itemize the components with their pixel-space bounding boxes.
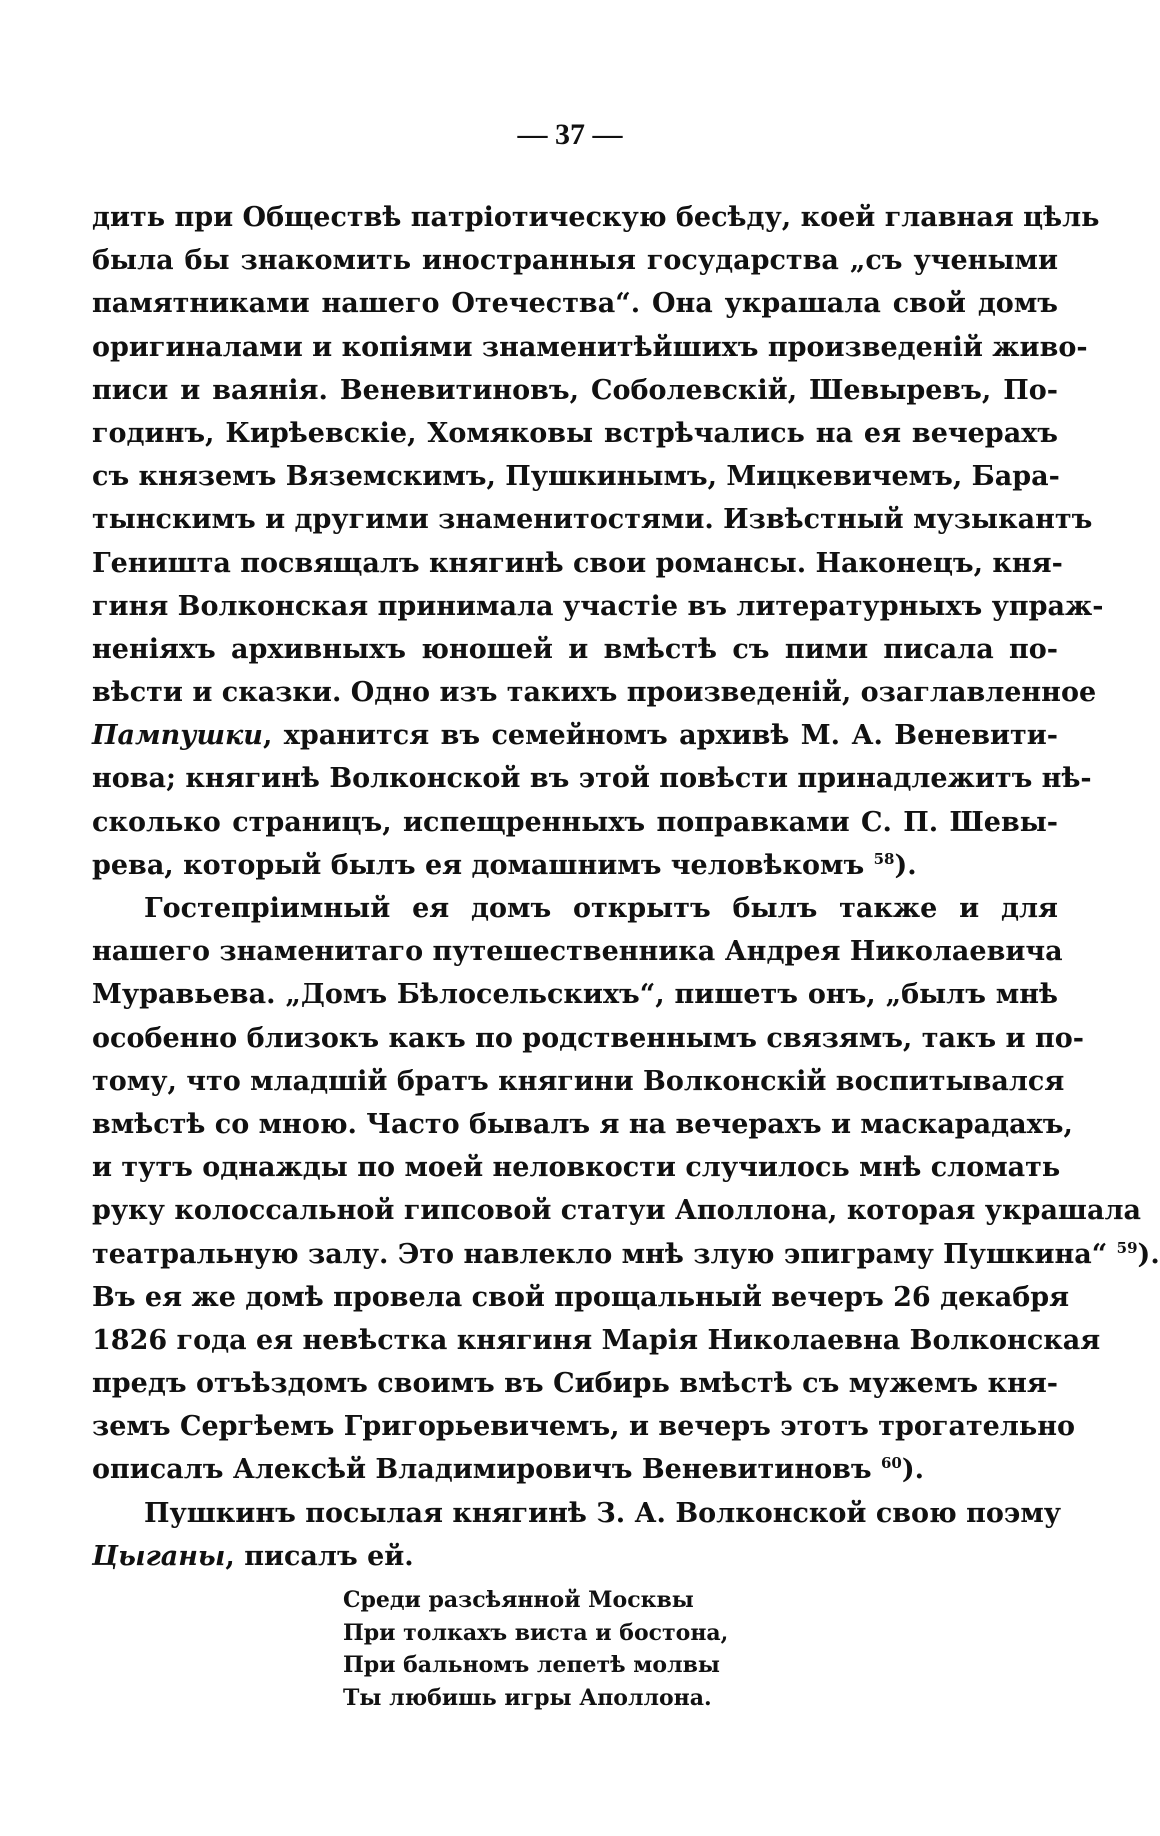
text-line: [92, 1362, 1058, 1405]
text-line: [92, 1146, 1061, 1189]
footnote-ref: 60: [880, 1454, 902, 1473]
footnote-ref: 59: [1116, 1238, 1138, 1257]
text-line: [92, 973, 1058, 1016]
text-line: [92, 196, 1100, 239]
page-number: — 37 —: [517, 118, 623, 151]
line-text: описалъ Алексѣй Владимировичъ Веневитиновъ: [92, 1454, 881, 1486]
line-text: 1826 года ея невѣстка княгиня Марія Николаевна Волконская: [92, 1324, 1101, 1356]
text-line: [92, 1276, 1070, 1319]
line-text: съ княземъ Вяземскимъ, Пушкинымъ, Мицкевичемъ, Бара-: [92, 461, 1060, 493]
line-text: писи и ваянія. Веневитиновъ, Соболевскій, Шевыревъ, По-: [92, 374, 1058, 406]
text-line: [92, 585, 1104, 628]
text-line: [92, 455, 1058, 498]
verse-quotation: [343, 1584, 883, 1714]
line-text: Муравьева. „Домъ Бѣлосельскихъ“, пишетъ онъ, „былъ мнѣ: [92, 979, 1058, 1011]
verse-line: При толкахъ виста и бостона,: [343, 1619, 729, 1646]
line-text: нова; княгинѣ Волконской въ этой повѣсти принадлежитъ нѣ-: [92, 763, 1092, 795]
text-line: [92, 930, 1063, 973]
verse-line: Ты любишь игры Аполлона.: [343, 1684, 712, 1711]
text-line: [92, 1103, 1073, 1146]
line-text: Пушкинъ посылая княгинѣ З. А. Волконской свою поэму: [144, 1497, 1062, 1529]
line-text: тынскимъ и другими знаменитостями. Извѣстный музыкантъ: [92, 504, 1093, 536]
line-text: особенно близокъ какъ по родственнымъ связямъ, такъ и по-: [92, 1022, 1084, 1054]
body-text: [92, 196, 1160, 1578]
text-line: [92, 369, 1058, 412]
text-line: [92, 1233, 1160, 1276]
line-text: вѣсти и сказки. Одно изъ такихъ произведеній, озаглавленное: [92, 677, 1097, 709]
line-text: земъ Сергѣемъ Григорьевичемъ, и вечеръ этотъ трогательно: [92, 1411, 1075, 1443]
text-line: [92, 1017, 1084, 1060]
line-text: гиня Волконская принимала участіе въ литературныхъ упраж-: [92, 590, 1104, 622]
line-text: и тутъ однажды по моей неловкости случилось мнѣ сломать: [92, 1152, 1061, 1184]
verse-line: Среди разсѣянной Москвы: [343, 1587, 694, 1613]
text-line: [92, 1448, 1058, 1491]
line-tail: ).: [1137, 1238, 1160, 1270]
text-line: [92, 1319, 1101, 1362]
text-line: [92, 844, 1058, 887]
line-tail: ).: [901, 1454, 925, 1486]
line-text: дить при Обществѣ патріотическую бесѣду, коей главная цѣль: [92, 202, 1100, 233]
text-line: [92, 1535, 1058, 1578]
line-text: оригиналами и копіями знаменитѣйшихъ произведеній живо-: [92, 331, 1088, 363]
text-line: [92, 412, 1058, 455]
line-text: Гостепріимный ея домъ открытъ былъ также и для: [144, 893, 1058, 924]
line-text: предъ отъѣздомъ своимъ въ Сибирь вмѣстѣ съ мужемъ кня-: [92, 1368, 1058, 1400]
text-line: [92, 628, 1058, 671]
text-line: [92, 239, 1058, 282]
text-line: [92, 671, 1097, 714]
text-line: [92, 714, 1058, 757]
line-text: сколько страницъ, испещренныхъ поправками С. П. Шевы-: [92, 806, 1058, 838]
line-text: Въ ея же домѣ провела свой прощальный вечеръ 26 декабря: [92, 1281, 1070, 1313]
text-line: [92, 1492, 1062, 1535]
text-line: [92, 282, 1058, 325]
footnote-ref: 58: [873, 849, 895, 868]
italic-title: Цыганы: [92, 1540, 226, 1572]
line-text: рева, который былъ ея домашнимъ человѣкомъ: [92, 849, 874, 881]
line-text: театральную залу. Это навлекло мнѣ злую эпиграму Пушкина“: [92, 1238, 1117, 1270]
line-text: тому, что младшій братъ княгини Волконскій воспитывался: [92, 1065, 1065, 1097]
text-line: [92, 498, 1093, 541]
text-line: [92, 1405, 1075, 1448]
text-line: [92, 542, 1063, 585]
text-line: [92, 887, 1058, 930]
italic-title: Пампушки: [92, 720, 263, 752]
line-text: вмѣстѣ со мною. Часто бывалъ я на вечерахъ и маскарадахъ,: [92, 1108, 1073, 1140]
line-text: нашего знаменитаго путешественника Андрея Николаевича: [92, 936, 1063, 968]
text-line: [92, 757, 1092, 800]
line-text: , хранится въ семейномъ архивѣ М. А. Веневити-: [262, 720, 1058, 752]
text-line: [92, 1060, 1065, 1103]
line-text: была бы знакомить иностранныя государства „съ учеными: [92, 245, 1058, 277]
line-text: памятниками нашего Отечества“. Она украшала свой домъ: [92, 288, 1058, 320]
line-text: руку колоссальной гипсовой статуи Аполлона, которая украшала: [92, 1195, 1141, 1227]
line-text: неніяхъ архивныхъ юношей и вмѣстѣ съ пими писала по-: [92, 633, 1058, 665]
line-text: Геништа посвящалъ княгинѣ свои романсы. Наконецъ, кня-: [92, 547, 1063, 579]
verse-line: При бальномъ лепетѣ молвы: [343, 1652, 720, 1678]
text-line: [92, 326, 1088, 369]
line-text: , писалъ ей.: [225, 1540, 414, 1572]
line-text: годинъ, Кирѣевскіе, Хомяковы встрѣчались на ея вечерахъ: [92, 417, 1058, 449]
text-line: [92, 801, 1058, 844]
text-line: [92, 1189, 1141, 1232]
line-tail: ).: [894, 849, 917, 881]
